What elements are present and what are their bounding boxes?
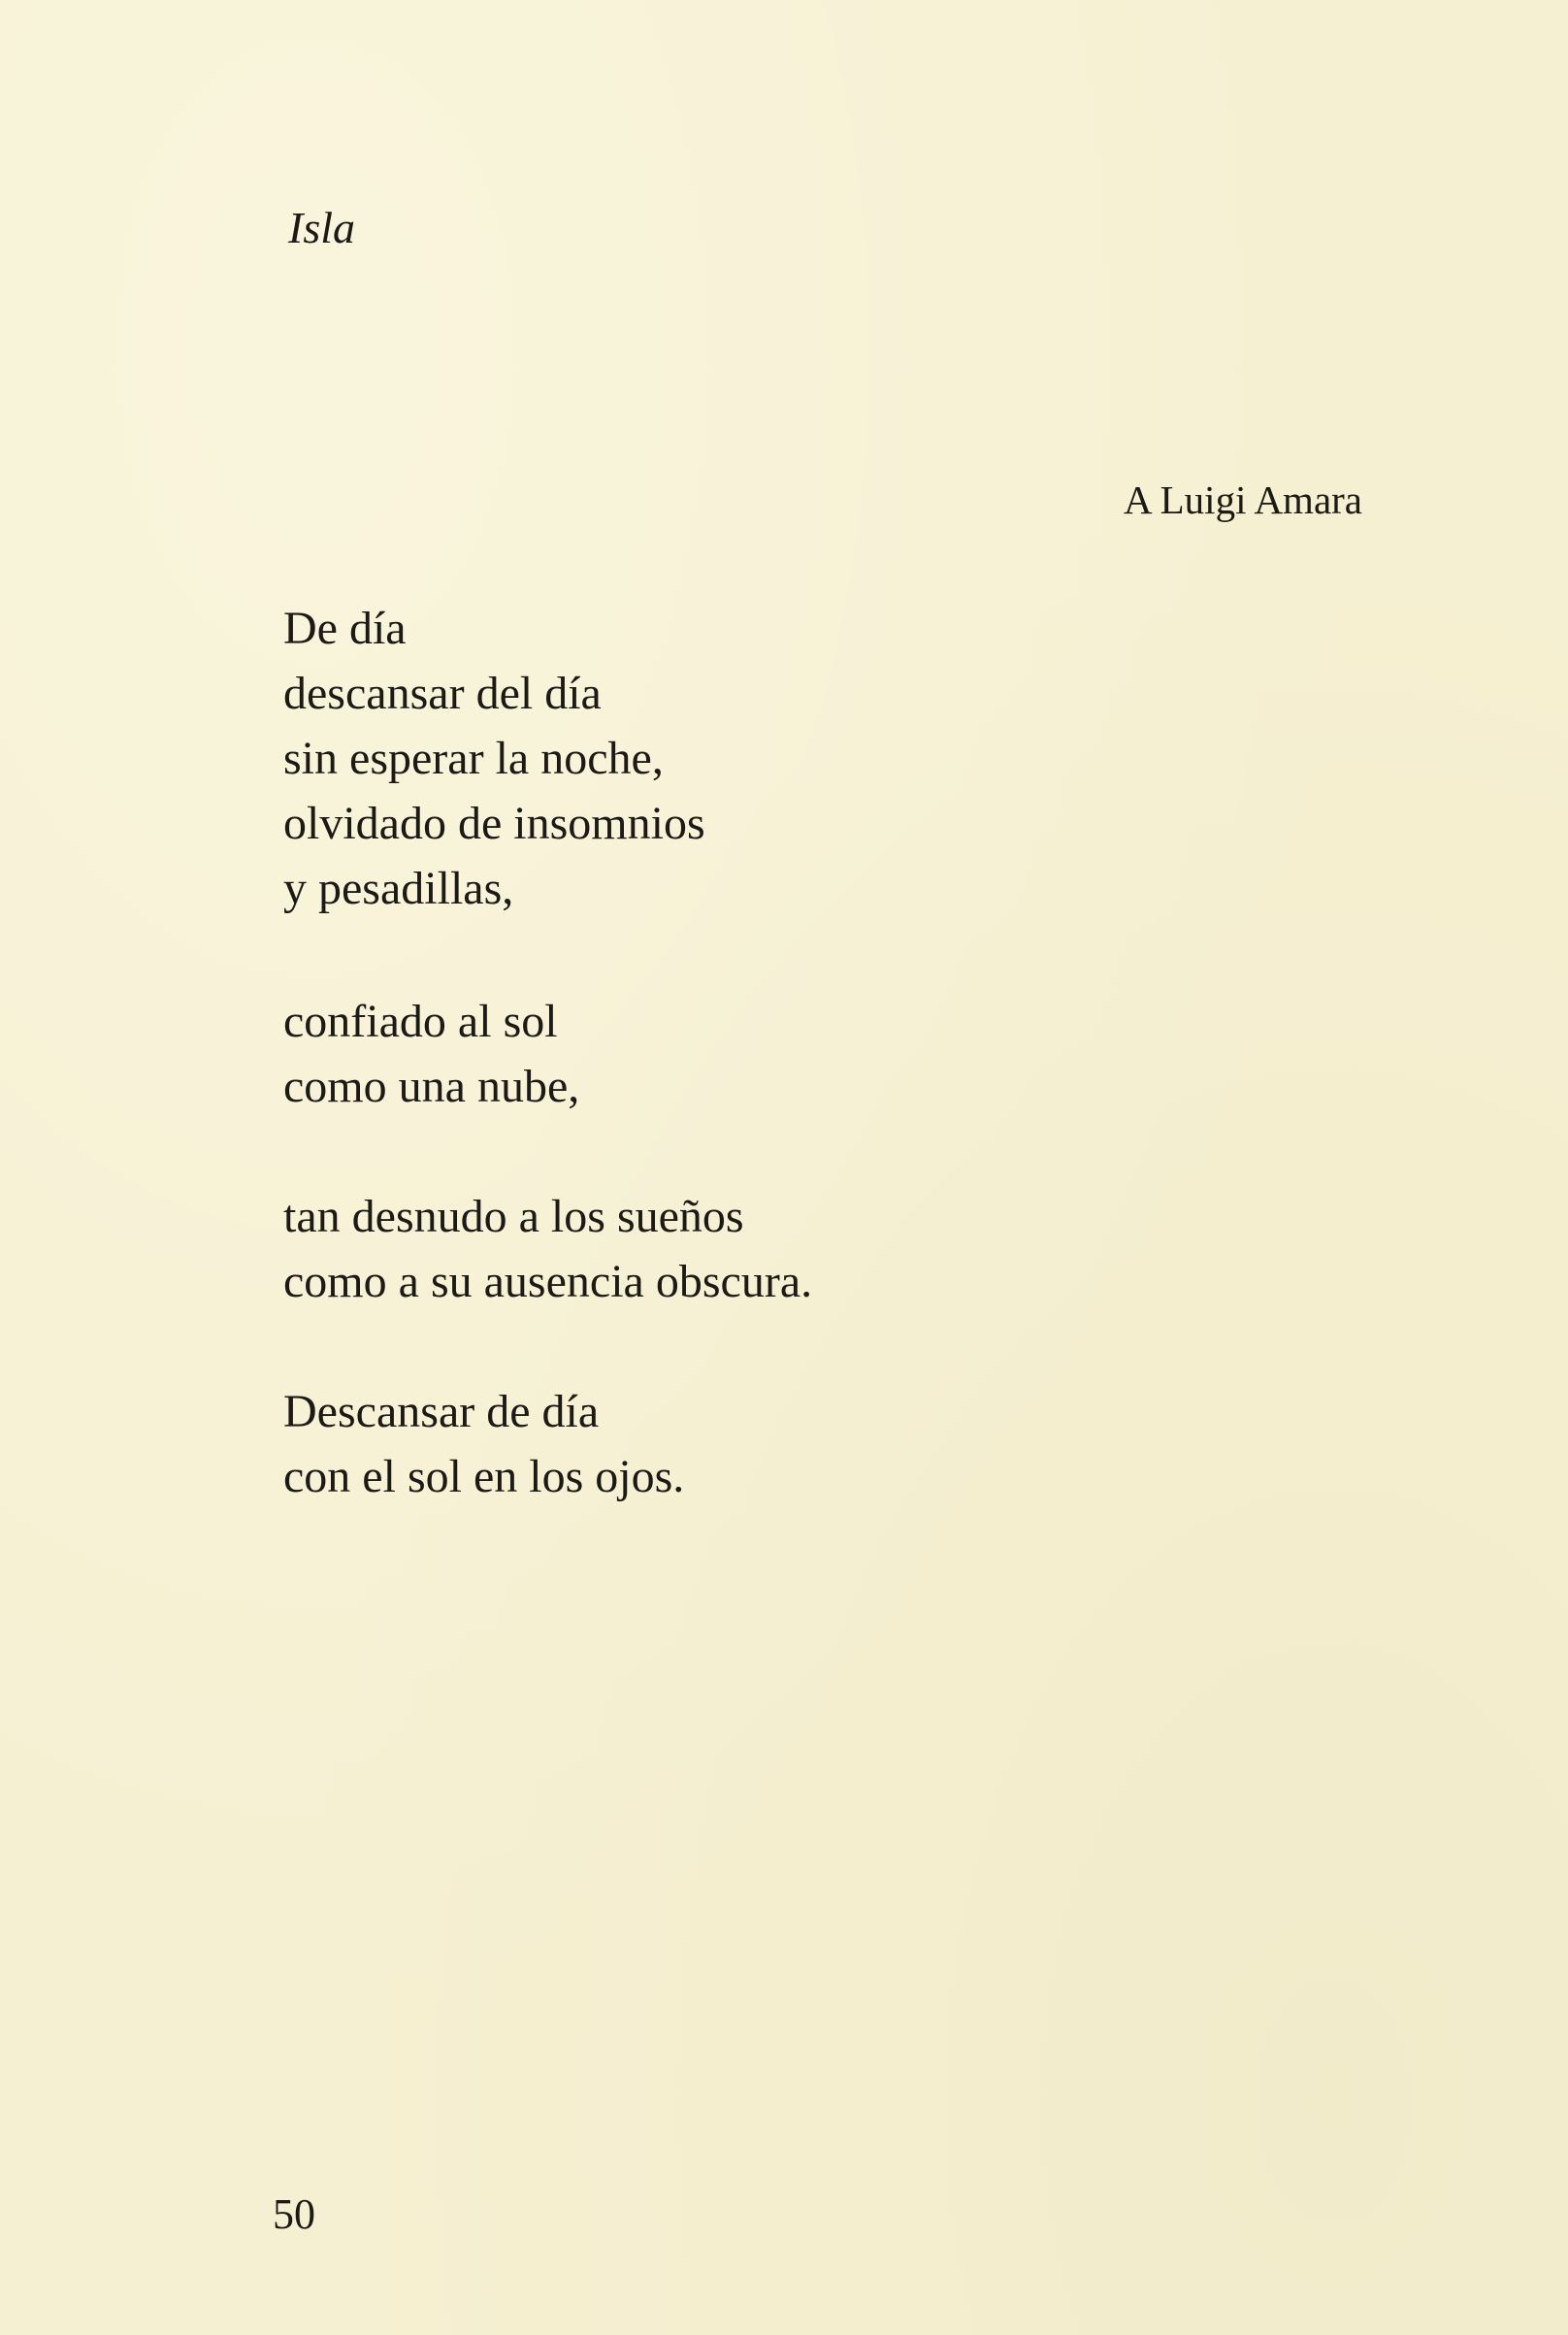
stanza (283, 596, 705, 921)
poem-line: confiado al sol (283, 996, 558, 1047)
poem-title: Isla (288, 203, 355, 252)
poem-line: tan desnudo a los sueños (283, 1191, 744, 1242)
poem-dedication: A Luigi Amara (1124, 477, 1362, 522)
page-number: 50 (273, 2190, 315, 2238)
stanza (283, 1379, 684, 1509)
poem-line: con el sol en los ojos. (283, 1451, 685, 1502)
stanza (283, 989, 579, 1119)
poem-line: Descansar de día (283, 1386, 600, 1437)
stanza (283, 1184, 812, 1314)
poem-line: como una nube, (283, 1061, 580, 1112)
poem-line: como a su ausencia obscura. (283, 1256, 813, 1307)
poem-line: y pesadillas, (283, 863, 514, 914)
poem-line: descansar del día (283, 668, 602, 719)
poem-line: De día (283, 603, 407, 654)
poem-line: olvidado de insomnios (283, 798, 705, 849)
poem-line: sin esperar la noche, (283, 733, 664, 784)
